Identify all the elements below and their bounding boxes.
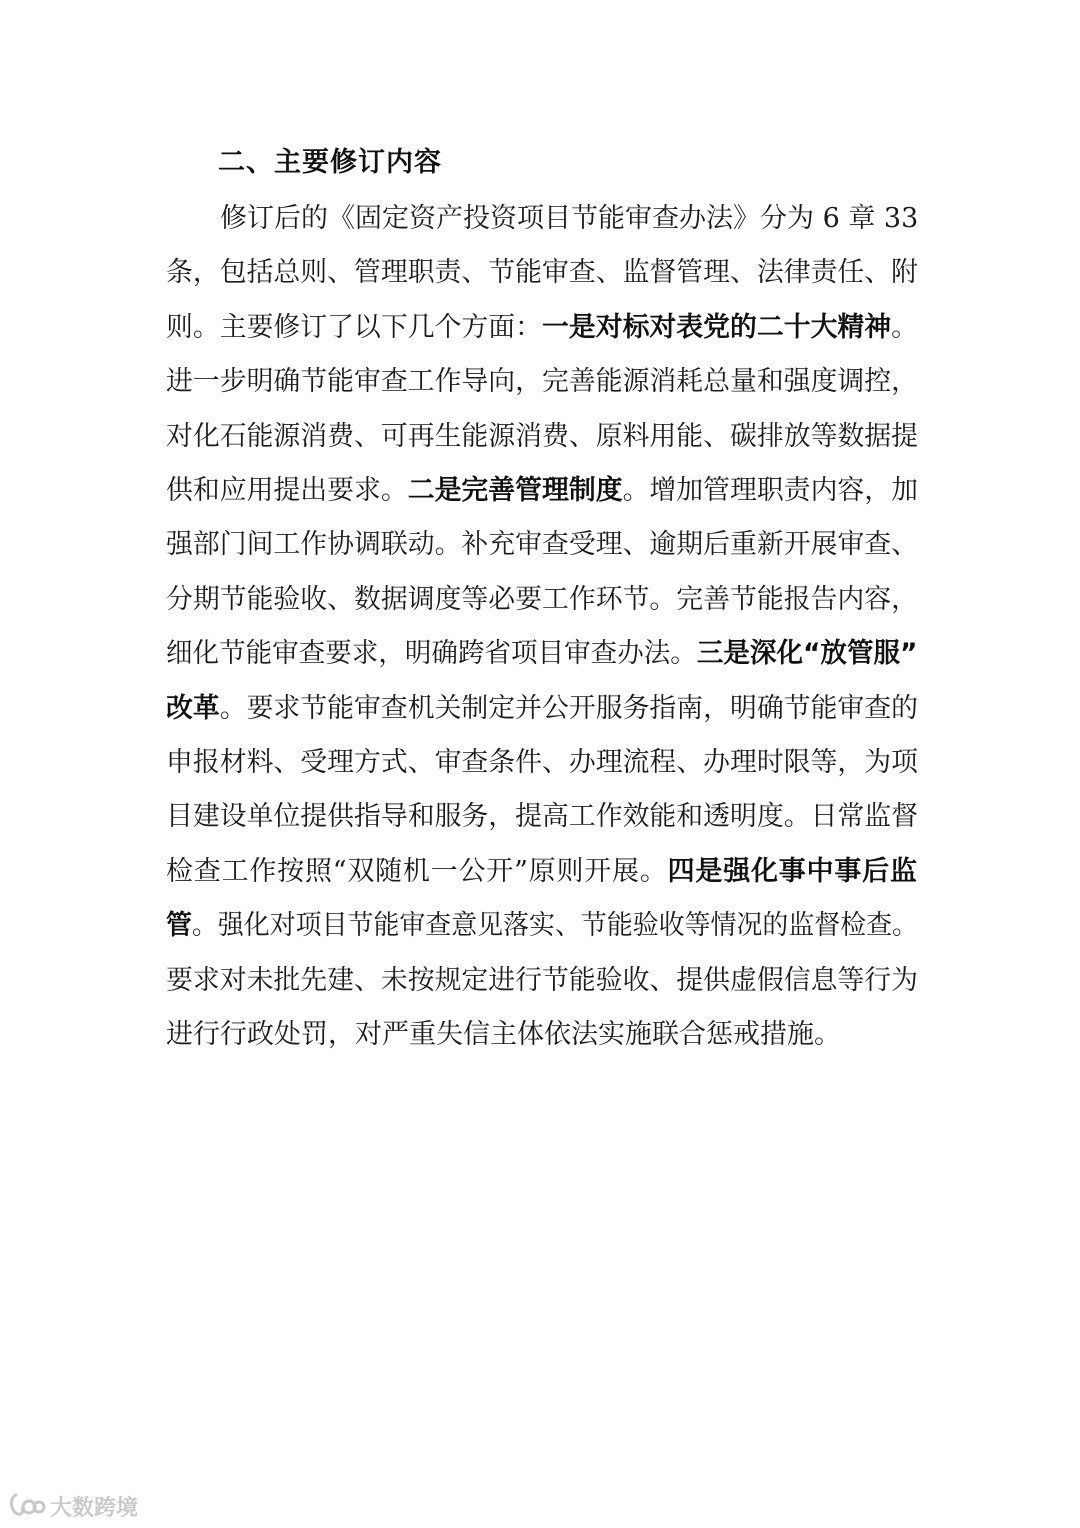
text-run: 供和应用提出要求。 (166, 475, 408, 506)
bold-phrase: 管 (166, 910, 192, 942)
paragraph-line (166, 790, 918, 844)
text-run: 。要求节能审查机关制定并公开服务指南，明确节能审查的 (219, 692, 918, 724)
paragraph-line (166, 301, 918, 355)
brand-logo-icon (8, 1491, 46, 1521)
text-run: 。 (891, 311, 918, 343)
paragraph-line (220, 192, 918, 246)
paragraph-line (166, 682, 918, 736)
paragraph-line (166, 627, 918, 681)
text-run: 对化石能源消费、可再生能源消费、原料用能、碳排放等数据提 (166, 420, 918, 452)
text-run: 。增加管理职责内容，加 (622, 475, 918, 506)
text-run: 进一步明确节能审查工作导向，完善能源消耗总量和强度调控， (166, 366, 918, 398)
paragraph-line (166, 518, 918, 572)
paragraph-line (166, 954, 918, 1008)
text-run: 要求对未批先建、未按规定进行节能验收、提供虚假信息等行为 (166, 964, 918, 996)
paragraph-line (166, 355, 918, 409)
paragraph-line (166, 246, 918, 300)
paragraph-line (166, 573, 918, 627)
watermark-text: 大数跨境 (50, 1495, 139, 1521)
text-run: 修订后的《固定资产投资项目节能审查办法》分为 6 章 33 (220, 203, 919, 234)
section-heading: 二、主要修订内容 (218, 147, 442, 178)
paragraph-line (166, 845, 918, 899)
bold-phrase: 一是对标对表党的二十大精神 (541, 311, 892, 343)
paragraph-line (166, 464, 918, 518)
text-run: 进行行政处罚，对严重失信主体依法实施联合惩戒措施。 (166, 1019, 841, 1050)
text-run: 条，包括总则、管理职责、节能审查、监督管理、法律责任、附 (166, 257, 918, 289)
bold-phrase: 改革 (166, 692, 220, 724)
paragraph-line (166, 899, 918, 953)
text-run: 分期节能验收、数据调度等必要工作环节。完善节能报告内容， (166, 583, 918, 615)
text-run: 检查工作按照“双随机一公开”原则开展。 (166, 855, 668, 887)
text-run: 申报材料、受理方式、审查条件、办理流程、办理时限等，为项 (166, 747, 918, 778)
bold-phrase: 四是强化事中事后监 (667, 855, 918, 887)
bold-phrase: 三是深化“放管服” (696, 638, 918, 670)
text-run: 则。主要修订了以下几个方面： (166, 311, 542, 343)
watermark (8, 1488, 138, 1524)
text-run: 目建设单位提供指导和服务，提高工作效能和透明度。日常监督 (166, 801, 918, 833)
paragraph-line (166, 410, 918, 464)
paragraph-line (166, 736, 918, 790)
text-run: 细化节能审查要求，明确跨省项目审查办法。 (166, 638, 697, 670)
text-run: 强部门间工作协调联动。补充审查受理、逾期后重新开展审查、 (166, 529, 918, 561)
paragraph-line (166, 1008, 841, 1062)
bold-phrase: 二是完善管理制度 (407, 475, 623, 506)
text-run: 。强化对项目节能审查意见落实、节能验收等情况的监督检查。 (191, 910, 918, 942)
